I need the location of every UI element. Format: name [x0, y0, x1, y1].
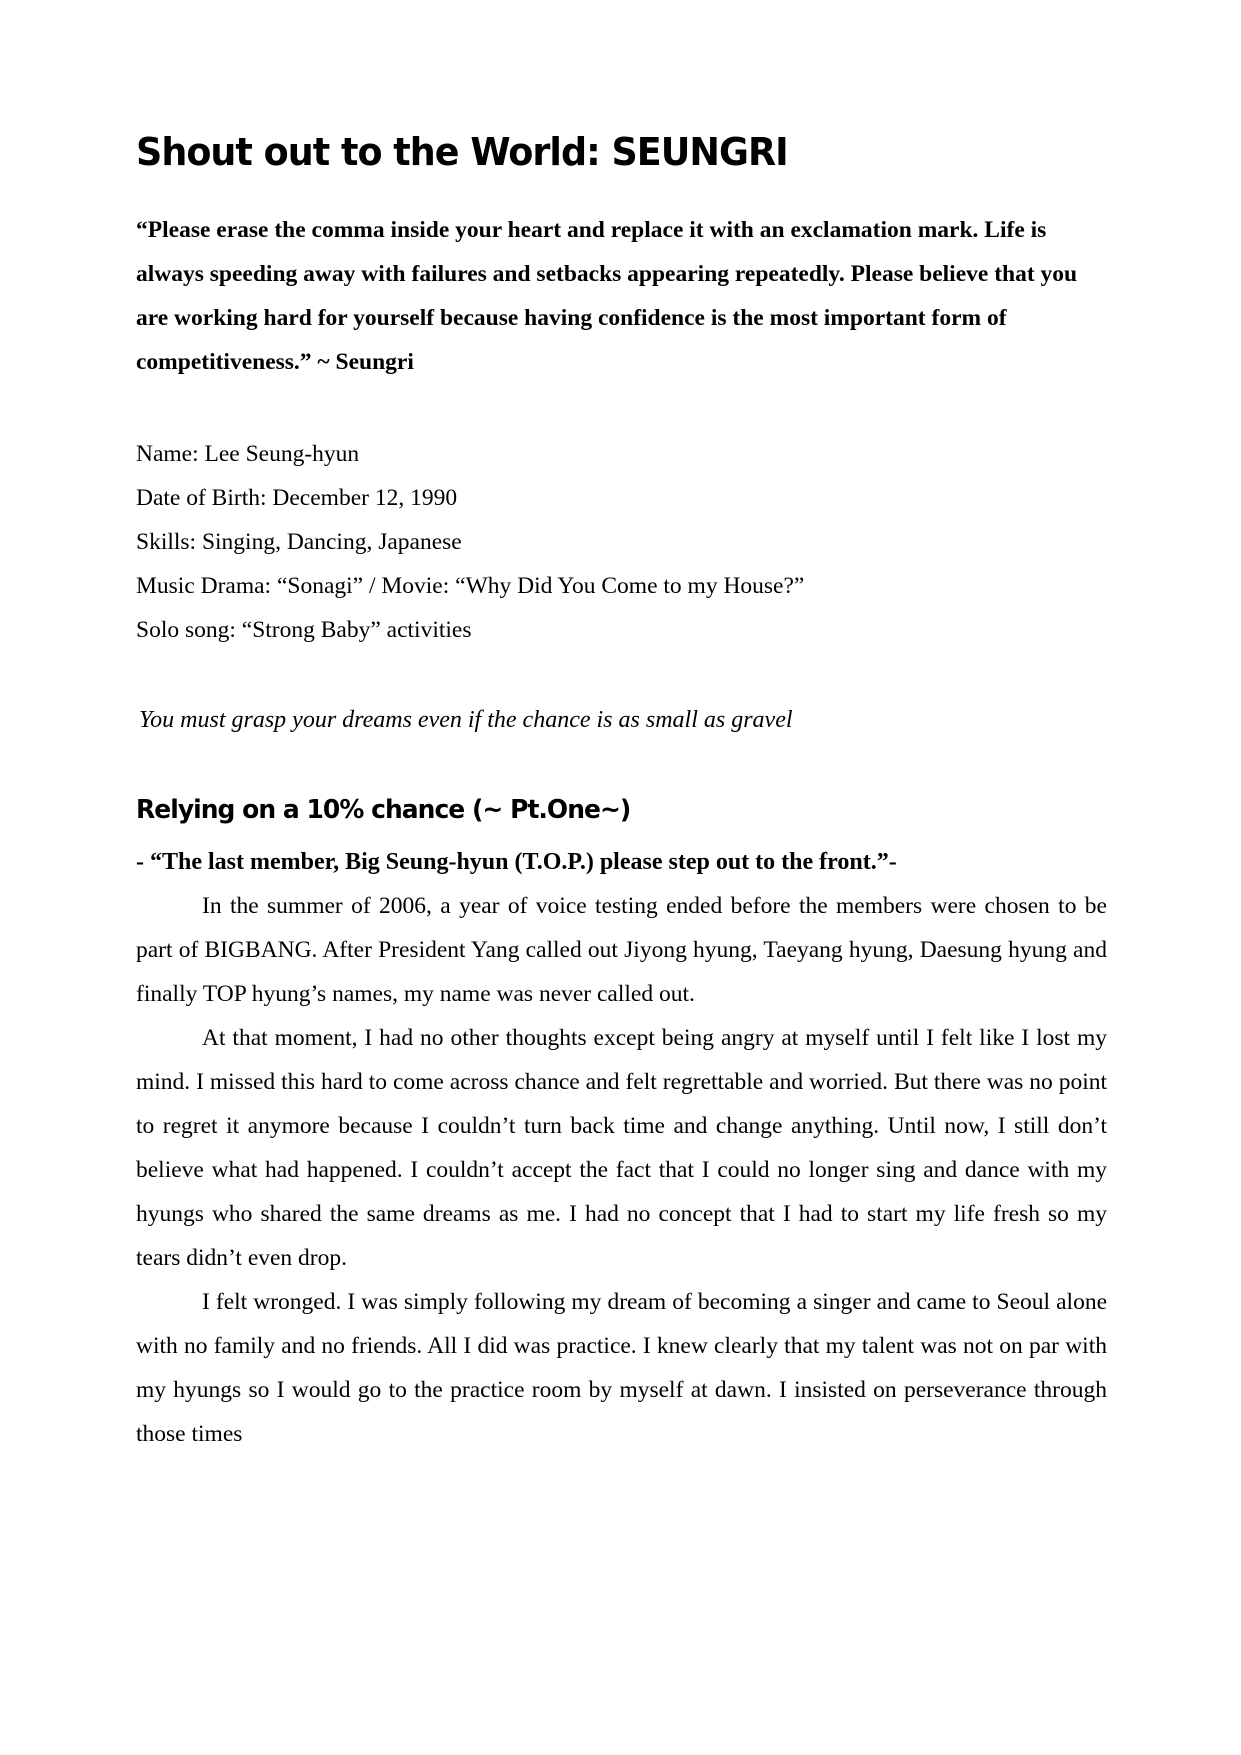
section-subheading: - “The last member, Big Seung-hyun (T.O.P.) please step out to the front.”-	[136, 849, 897, 875]
profile-list	[136, 432, 1107, 652]
profile-music-drama-movie: Music Drama: “Sonagi” / Movie: “Why Did You Come to my House?”	[136, 573, 805, 599]
paragraph-3: I felt wronged. I was simply following my dream of becoming a singer and came to Seoul alone with no family and no friends. All I did was practice. I knew clearly that my talent was not on par with my hyungs so I would go to the practice room by myself at dawn. I insisted on perseverance through those times	[136, 1289, 1107, 1447]
paragraph-2: At that moment, I had no other thoughts except being angry at myself until I felt like I lost my mind. I missed this hard to come across chance and felt regrettable and worried. But there was no point to regret it anymore because I couldn’t turn back time and change anything. Until now, I still don’t believe what had happened. I couldn’t accept the fact that I could no longer sing and dance with my hyungs who shared the same dreams as me. I had no concept that I had to start my life fresh so my tears didn’t even drop.	[136, 1025, 1107, 1271]
profile-name: Name: Lee Seung-hyun	[136, 441, 360, 467]
tagline: You must grasp your dreams even if the chance is as small as gravel	[139, 707, 793, 733]
page-title: Shout out to the World: SEUNGRI	[136, 130, 788, 174]
profile-solo-song: Solo song: “Strong Baby” activities	[136, 617, 472, 643]
profile-skills: Skills: Singing, Dancing, Japanese	[136, 529, 462, 555]
section-heading: Relying on a 10% chance (~ Pt.One~)	[136, 795, 631, 825]
profile-date-of-birth: Date of Birth: December 12, 1990	[136, 485, 458, 511]
paragraph-1: In the summer of 2006, a year of voice testing ended before the members were chosen to be part of BIGBANG. After President Yang called out Jiyong hyung, Taeyang hyung, Daesung hyung and finally TOP hyung’s names, my name was never called out.	[136, 893, 1107, 1007]
intro-quote: “Please erase the comma inside your heart and replace it with an exclamation mark. Life is always speeding away with failures and setbacks appearing repeatedly. Please believe that you are working hard for yourself because having confidence is the most important form of competitiveness.” ~ Seungri	[136, 217, 1078, 375]
